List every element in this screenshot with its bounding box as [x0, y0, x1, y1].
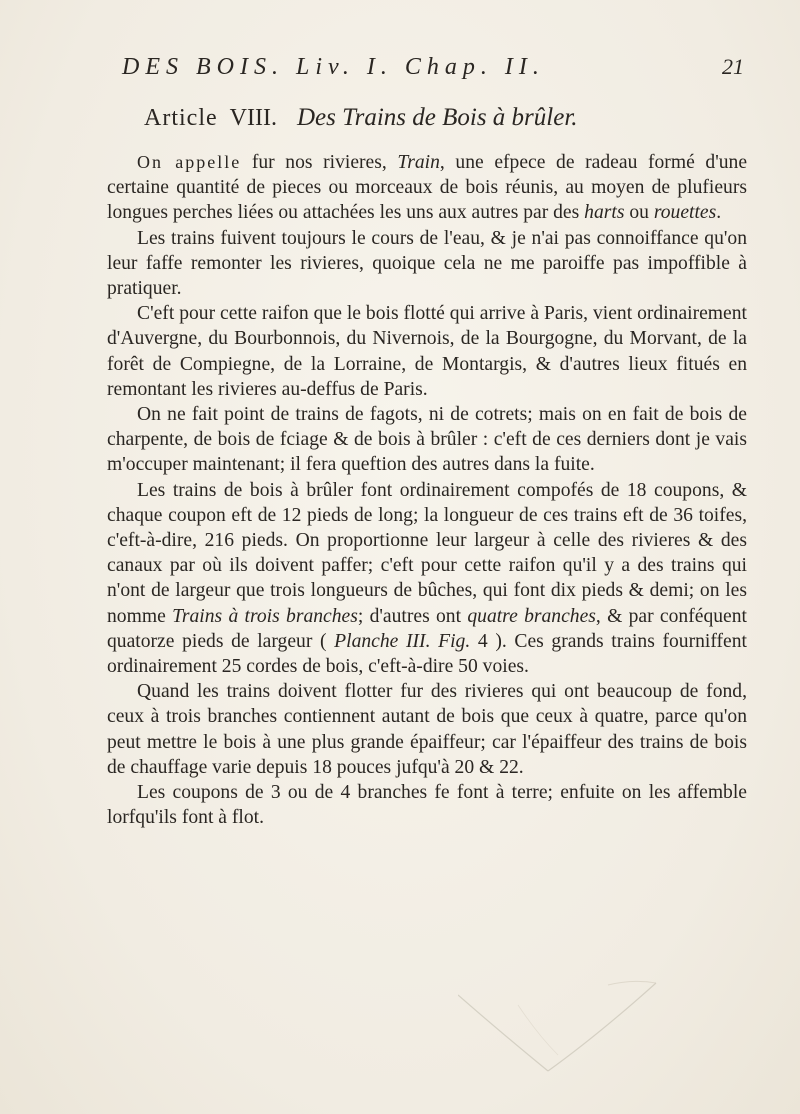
paragraph-2: Les trains fuivent toujours le cours de l'eau, & je n'ai pas connoiffance qu'on leur faffe remonter les rivieres, quoique cela ne me paroiffe pas impoffible à pratiquer. — [107, 227, 747, 300]
italic-term: harts — [584, 202, 625, 224]
paragraph-text: , & par conféquent quatorze pieds de largeur ( — [107, 605, 747, 652]
paragraph-lead: On appelle — [137, 152, 242, 172]
article-number: VIII. — [229, 105, 277, 131]
italic-term: Train — [397, 152, 440, 173]
paragraph-text: 4 ). Ces grands trains fourniffent ordinairement 25 cordes de bois, c'eft-à-dire 50 voies. — [107, 630, 747, 678]
italic-term: Trains à trois branches — [172, 605, 358, 627]
paragraph-4: On ne fait point de trains de fagots, ni de cotrets; mais on en fait de bois de charpente, de bois de fciage & de bois à brûler : c'eft de ces derniers dont je vais m'occuper maintenant; il fera queftion des autres dans la fuite. — [107, 404, 747, 476]
running-head-title: DES BOIS. Liv. I. Chap. II. — [122, 54, 545, 80]
body-text — [107, 150, 747, 830]
running-head — [112, 54, 744, 88]
article-title — [144, 104, 578, 132]
paragraph-text: Les trains de bois à brûler font ordinairement compofés de 18 coupons, & chaque coupon eft de 12 pieds de long; la longueur de ces trains eft de 36 toifes, c'eft-à-dire, 216 pieds. On proportionne leur largeur à celle des rivieres & des canaux par où ils doivent paffer; c'eft pour cette raifon qu'il y a des trains qui n'ont de largeur que trois longueurs de bûches, qui font dix pieds & demi; on les nomme — [107, 479, 747, 627]
paragraph-text: . — [716, 202, 722, 224]
article-heading: Des Trains de Bois à brûler. — [296, 104, 578, 131]
article-label: Article — [144, 105, 218, 131]
italic-term: quatre branches — [467, 605, 596, 627]
paragraph-text: ou — [624, 202, 654, 224]
italic-term: Planche III. Fig. — [334, 630, 471, 652]
ink-stain — [458, 975, 728, 1085]
paragraph-6: Quand les trains doivent flotter fur des rivieres qui ont beaucoup de fond, ceux à trois branches contiennent autant de bois que ceux à quatre, parce qu'on peut mettre le bois à une plus grande épaiffeur; car l'épaiffeur des trains de bois de chauffage varie depuis 18 pouces jufqu'à 20 & 22. — [107, 681, 747, 778]
paragraph-7: Les coupons de 3 ou de 4 branches fe font à terre; enfuite on les affemble lorfqu'ils font à flot. — [107, 782, 747, 829]
italic-term: rouettes — [653, 202, 717, 224]
paragraph-3: C'eft pour cette raifon que le bois flotté qui arrive à Paris, vient ordinairement d'Auvergne, du Bourbonnois, du Nivernois, de la Bourgogne, du Morvant, de la forêt de Compiegne, de la Lorraine, de Montargis, & d'autres lieux fitués en remontant les rivieres au-deffus de Paris. — [107, 303, 747, 400]
paragraph-text: ; d'autres ont — [357, 605, 468, 627]
paragraph-text: fur nos rivieres, — [241, 152, 398, 173]
page-number: 21 — [722, 54, 744, 79]
paragraph-text: , une efpece de radeau formé d'une certaine quantité de pieces ou morceaux de bois réunis, au moyen de plufieurs longues perches liées ou attachées les uns aux autres par des — [107, 152, 748, 224]
paragraph-1 — [107, 150, 747, 226]
paragraph-5 — [107, 478, 747, 680]
